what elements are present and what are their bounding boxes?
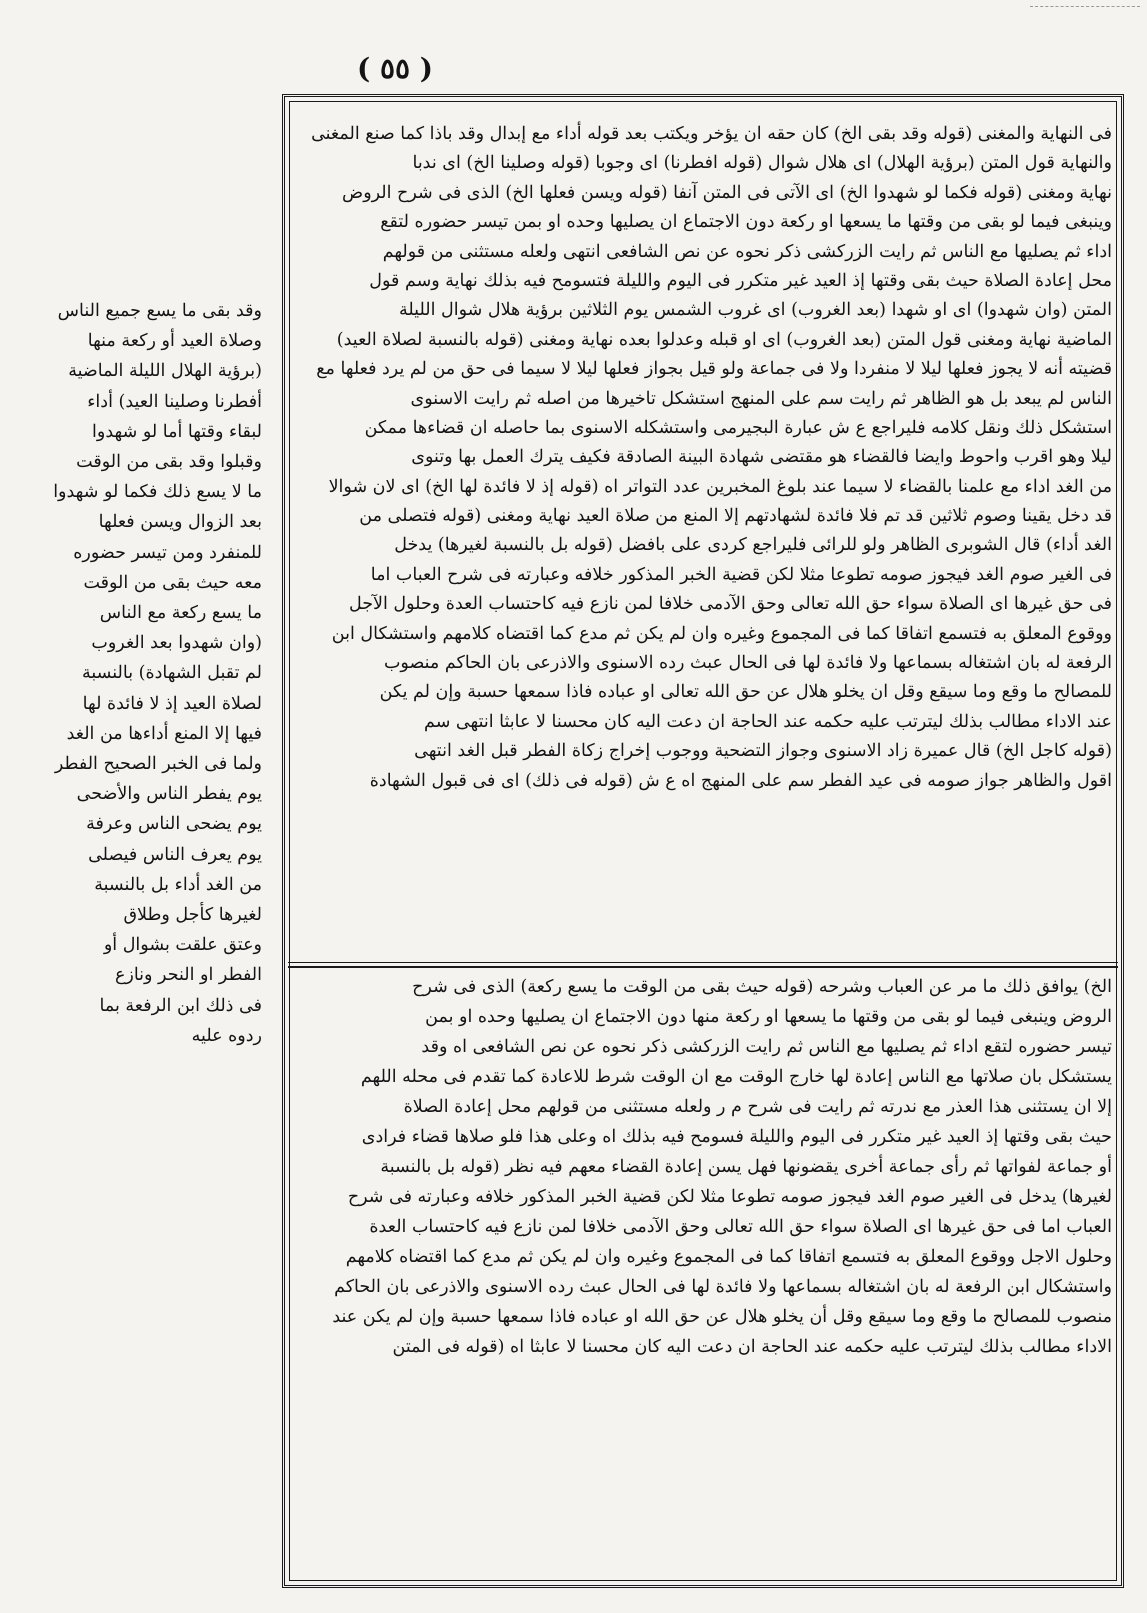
margin-text-line: فيها إلا المنع أداءها من الغد [66, 723, 262, 744]
main-text-line: الماضية نهاية ومغنى قول المتن (بعد الغروب) اى او قبله وعدلوا بعده نهاية ومغنى (قوله بالنسبة لصلاة العيد) [336, 329, 1112, 350]
header-rule [1030, 6, 1140, 7]
margin-text-line: يوم يضحى الناس وعرفة [86, 814, 262, 835]
margin-text-line: معه حيث بقى من الوقت [83, 572, 262, 593]
main-text-line: من الغد اداء مع علمنا بالقضاء لا سيما عند بلوغ المخبرين عدد التواتر اه (قوله إذ لا فائدة لها الخ) اى لان شوالا [328, 476, 1112, 497]
margin-text-line: وقد بقى ما يسع جميع الناس [57, 301, 262, 321]
footnote-text-line: تيسر حضوره لتقع اداء ثم يصليها مع الناس ثم رايت الزركشى ذكر نحوه عن نص الشافعى اه وقد [421, 1037, 1112, 1057]
main-text-line: قضيته أنه لا يجوز فعلها ليلا لا منفردا ولا فى جماعة ولو قيل بجواز فعلها ليلا لا سيما فى حق من لم يرد فعلها مع [316, 359, 1112, 380]
margin-text-line: الفطر او النحر ونازع [114, 965, 262, 986]
main-text-line: والنهاية قول المتن (برؤية الهلال) اى هلال شوال (قوله افطرنا) اى وجوبا (قوله وصلينا الخ) اى ندبا [412, 153, 1112, 174]
main-text-line: نهاية ومغنى (قوله فكما لو شهدوا الخ) اى الآتى فى المتن آنفا (قوله ويسن فعلها الخ) الذى فى شرح الروض [342, 182, 1112, 203]
main-text-line: محل إعادة الصلاة حيث بقى وقتها إذ العيد غير متكرر فى اليوم والليلة فتسومح فيه بذلك نهاية وسم قول [369, 270, 1112, 291]
margin-text-line: ردوه عليه [191, 1025, 262, 1046]
main-text-line: فى حق غيرها اى الصلاة سواء حق الله تعالى وحق الآدمى خلافا لمن نازع فيه كاحتساب العدة وحلول الآجل [348, 594, 1112, 615]
main-text-line: المتن (وان شهدوا) اى او شهدا (بعد الغروب) اى غروب الشمس يوم الثلاثين برؤية هلال شوال الليلة [399, 300, 1112, 321]
main-text-line: ليلا وهو اقرب واحوط وايضا فالقضاء هو مقتضى شهادة البينة الصادقة فكيف يترك العمل بها وتنوى [411, 447, 1112, 468]
margin-text-line: يوم يعرف الناس فيصلى [88, 844, 262, 865]
margin-text-line: وقبلوا وقد بقى من الوقت [76, 452, 262, 472]
footnote-text-line: واستشكال ابن الرفعة له بان اشتغاله بسماعها ولا فائدة لها فى الحال عبث رده الاسنوى والاذرعى بان الحاكم [334, 1277, 1112, 1297]
margin-text-line: للمنفرد ومن تيسر حضوره [73, 542, 262, 563]
footnote-text-line: يستشكل بان صلاتها مع الناس إعادة لها خارج الوقت مع ان الوقت شرط للاعادة كما تقدم فى محله اللهم [360, 1067, 1112, 1087]
margin-text-line: لم تقبل الشهادة) بالنسبة [81, 663, 262, 684]
margin-text-line: من الغد أداء بل بالنسبة [94, 874, 262, 895]
footnote-text-line: لغيرها) يدخل فى الغير صوم الغد فيجوز صومه تطوعا مثلا لكن قضية الخبر المذكور خلافه وعبارته فى شرح [347, 1187, 1112, 1207]
footnote-text-line: الروض وينبغى فيما لو بقى من وقتها ما يسعها او ركعة منها دون الاجتماع ان يصليها وحده او بمن [425, 1007, 1112, 1027]
footnote-text-line: وحلول الاجل ووقوع المعلق به فتسمع اتفاقا كما فى المجموع وغيره وان لم يكن ثم مدع كما اقتضاه كلامهم [345, 1247, 1112, 1267]
main-text-line: اقول والظاهر جواز صومه فى عيد الفطر سم على المنهج اه ع ش (قوله فى ذلك) اى فى قبول الشهادة [369, 770, 1112, 791]
footnote-text-line: الخ) يوافق ذلك ما مر عن العباب وشرحه (قوله حيث بقى من الوقت ما يسع ركعة) الذى فى شرح [412, 977, 1112, 997]
page-number: ( ٥٥ ) [356, 52, 434, 85]
margin-text-line: فى ذلك ابن الرفعة بما [99, 995, 262, 1016]
main-text-line: فى الغير صوم الغد فيجوز صومه تطوعا مثلا لكن قضية الخبر المذكور خلافه وعبارته فى شرح العباب اما [370, 564, 1112, 585]
footnote-text-line: العباب اما فى حق غيرها اى الصلاة سواء حق الله تعالى وحق الآدمى خلافا لمن نازع فيه كاحتساب العدة [369, 1217, 1112, 1237]
footnote-text-block [300, 972, 1112, 1572]
main-text-line: فى النهاية والمغنى (قوله وقد بقى الخ) كان حقه ان يؤخر ويكتب بعد قوله أداء مع إبدال وقد باذا كما صنع المغنى [311, 124, 1112, 144]
footnote-text-line: الاداء مطالب بذلك ليترتب عليه حكمه عند الحاجة ان دعت اليه كان محسنا لا عابثا اه (قوله فى المتن [392, 1337, 1112, 1357]
margin-text-line: يوم يفطر الناس والأضحى [76, 784, 262, 805]
footnote-text-line: أو جماعة لفواتها ثم رأى جماعة أخرى يقضونها فهل يسن إعادة القضاء معهم فيه نظر (قوله بل بالنسبة [380, 1157, 1112, 1177]
margin-text-line: لغيرها كأجل وطلاق [123, 905, 262, 925]
margin-text-line: ما يسع ركعة مع الناس [99, 603, 262, 623]
main-text-line: قد دخل يقينا وصوم ثلاثين قد تم فلا فائدة لشهادتهم إلا المنع من صلاة العيد نهاية ومغنى (قوله فتصلى من [359, 506, 1112, 527]
margin-text-line: بعد الزوال ويسن فعلها [98, 512, 262, 533]
margin-text-line: ما لا يسع ذلك فكما لو شهدوا [53, 482, 262, 503]
footnote-text-line: إلا ان يستثنى هذا العذر مع ندرته ثم رايت فى شرح م ر ولعله مستثنى من قولهم محل إعادة الصلاة [403, 1097, 1112, 1117]
margin-text-line: وصلاة العيد أو ركعة منها [87, 331, 262, 352]
margin-text-line: لصلاة العيد إذ لا فائدة لها [82, 693, 262, 714]
margin-text-line: لبقاء وقتها أما لو شهدوا [92, 421, 262, 442]
main-text-line: الناس لم يبعد بل هو الظاهر ثم رايت سم على المنهج استشكل تاخيرها من اصله ثم رايت الاسنوى [410, 388, 1112, 409]
margin-text-line: (وان شهدوا بعد الغروب [91, 633, 262, 654]
margin-text-line: أفطرنا وصلينا العيد) أداء [87, 391, 262, 412]
main-text-line: عند الاداء مطالب بذلك ليترتب عليه حكمه عند الحاجة ان دعت اليه كان محسنا لا عابثا انتهى سم [424, 711, 1112, 732]
main-text-line: ووقوع المعلق به فتسمع اتفاقا كما فى المجموع وغيره وان لم يكن ثم مدع كما اقتضاه كلامهم واستشكال ابن [331, 623, 1112, 644]
margin-text-line: (برؤية الهلال الليلة الماضية [68, 361, 262, 382]
margin-text-line: وعتق علقت بشوال أو [103, 935, 262, 956]
footnote-text-line: حيث بقى وقتها إذ العيد غير متكرر فى اليوم والليلة فسومح فيه بذلك اه وعلى هذا فلو صلاها قضاء فرادى [361, 1127, 1112, 1147]
footnote-divider [288, 962, 1118, 968]
main-text-line: اداء ثم يصليها مع الناس ثم رايت الزركشى ذكر نحوه عن نص الشافعى انتهى ولعله مستثنى من قولهم [382, 241, 1112, 262]
main-text-line: استشكل ذلك ونقل كلامه فليراجع ع ش عبارة البجيرمى واستشكله الاسنوى بما حاصله ان قضاءها ممكن [364, 417, 1112, 438]
main-text-block [300, 120, 1112, 958]
footnote-text-line: منصوب للمصالح ما وقع وما سيقع وقل أن يخلو هلال عن حق الله او عباده فاذا سمعها حسبة وإن لم يكن عند [332, 1307, 1112, 1327]
main-text-line: (قوله كاجل الخ) قال عميرة زاد الاسنوى وجواز التضحية ووجوب إخراج زكاة الفطر قبل الغد انتهى [414, 741, 1112, 762]
main-text-line: للمصالح ما وقع وما سيقع وقل ان يخلو هلال عن حق الله تعالى او عباده فاذا سمعها حسبة وإن لم يكن [379, 682, 1112, 703]
main-text-line: وينبغى فيما لو بقى من وقتها ما يسعها او ركعة دون الاجتماع ان يصليها وحده او بمن تيسر حضوره لتقع [380, 212, 1112, 233]
main-text-line: الرفعة له بان اشتغاله بسماعها ولا فائدة لها فى الحال عبث رده الاسنوى والاذرعى بان الحاكم منصوب [383, 653, 1112, 674]
margin-text-line: ولما فى الخبر الصحيح الفطر [54, 754, 262, 774]
main-text-line: الغد أداء) قال الشوبرى الظاهر ولو للرائى فليراجع كردى على بافضل (قوله بل بالنسبة لغيرها) يدخل [394, 535, 1112, 556]
